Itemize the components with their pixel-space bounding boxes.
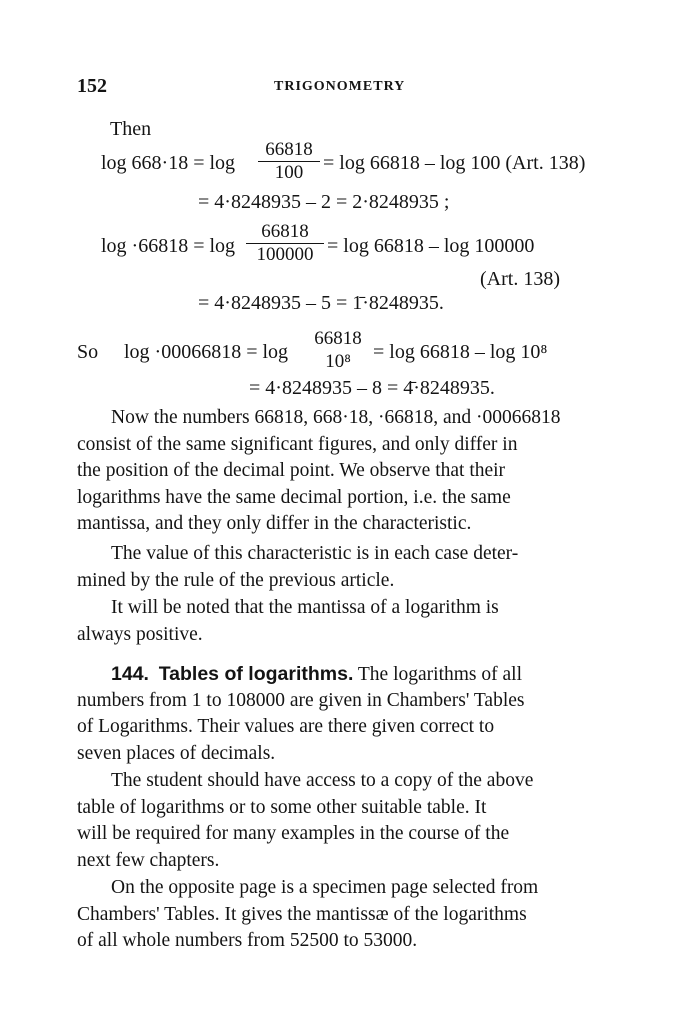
fraction-numerator: 66818 [261, 221, 309, 242]
section-first-line [77, 661, 617, 688]
page-number: 152 [77, 75, 107, 97]
math-line3-rhs: = log 66818 – log 100000 [327, 235, 535, 257]
fraction-denominator: 10⁸ [325, 351, 351, 372]
paragraph-significant-figures [77, 405, 617, 538]
fraction-denominator: 100000 [256, 244, 314, 265]
math-line3-fraction [246, 222, 324, 265]
math-line5-fraction [307, 329, 369, 372]
text-line: The logarithms of all [353, 664, 522, 685]
fraction-numerator: 66818 [265, 139, 313, 160]
paragraph-specimen-page [77, 875, 617, 955]
math-then: Then [110, 118, 152, 140]
text-line: logarithms have the same decimal portion, i.e. the same [77, 486, 511, 508]
section-heading: Tables of logarithms. [158, 663, 354, 685]
math-line2: = 4·8248935 – 2 = 2·8248935 ; [198, 191, 450, 213]
text-line: It will be noted that the mantissa of a logarithm is [111, 597, 499, 618]
paragraph-mantissa-positive [77, 595, 617, 648]
math-line3-lhs: log ·66818 = log [101, 235, 236, 257]
math-line1-fraction [258, 140, 320, 183]
text-line: of Logarithms. Their values are there given correct to [77, 716, 495, 738]
section-number: 144. [111, 663, 149, 685]
math-line1-rhs: = log 66818 – log 100 (Art. 138) [323, 152, 586, 174]
math-line4: = 4·8248935 – 5 = 1̄·8248935. [198, 292, 444, 314]
fraction-denominator: 100 [274, 162, 304, 183]
paragraph-student-access [77, 768, 617, 874]
text-line: On the opposite page is a specimen page selected from [111, 877, 539, 898]
text-line: seven places of decimals. [77, 742, 276, 764]
math-line1-lhs: log 668·18 = log [101, 152, 236, 174]
text-line: numbers from 1 to 108000 are given in Chambers' Tables [77, 689, 525, 711]
paragraph-characteristic [77, 541, 617, 594]
text-line: of all whole numbers from 52500 to 53000. [77, 930, 418, 952]
text-line: mantissa, and they only differ in the characteristic. [77, 513, 472, 535]
math-so: So [77, 341, 99, 363]
math-line5-lhs: log ·00066818 = log [124, 341, 289, 363]
text-line: next few chapters. [77, 849, 220, 871]
text-line: consist of the same significant figures, and only differ in [77, 433, 518, 455]
text-line: The student should have access to a copy of the above [111, 770, 534, 791]
text-line: mined by the rule of the previous article. [77, 569, 395, 591]
text-line: The value of this characteristic is in each case deter- [111, 543, 519, 564]
text-line: Chambers' Tables. It gives the mantissæ of the logarithms [77, 903, 527, 925]
text-line: table of logarithms or to some other suitable table. It [77, 796, 487, 818]
math-line6: = 4·8248935 – 8 = 4̄·8248935. [249, 377, 495, 399]
math-line5-rhs: = log 66818 – log 10⁸ [373, 341, 548, 363]
text-line: always positive. [77, 623, 203, 645]
section-144-tables-of-logarithms [77, 661, 617, 767]
math-line3-ref: (Art. 138) [480, 268, 560, 290]
text-line: will be required for many examples in the course of the [77, 823, 510, 845]
text-line: Now the numbers 66818, 668·18, ·66818, and ·00066818 [111, 407, 561, 428]
running-title: TRIGONOMETRY [274, 79, 406, 94]
fraction-numerator: 66818 [314, 328, 362, 349]
text-line: the position of the decimal point. We observe that their [77, 460, 506, 482]
